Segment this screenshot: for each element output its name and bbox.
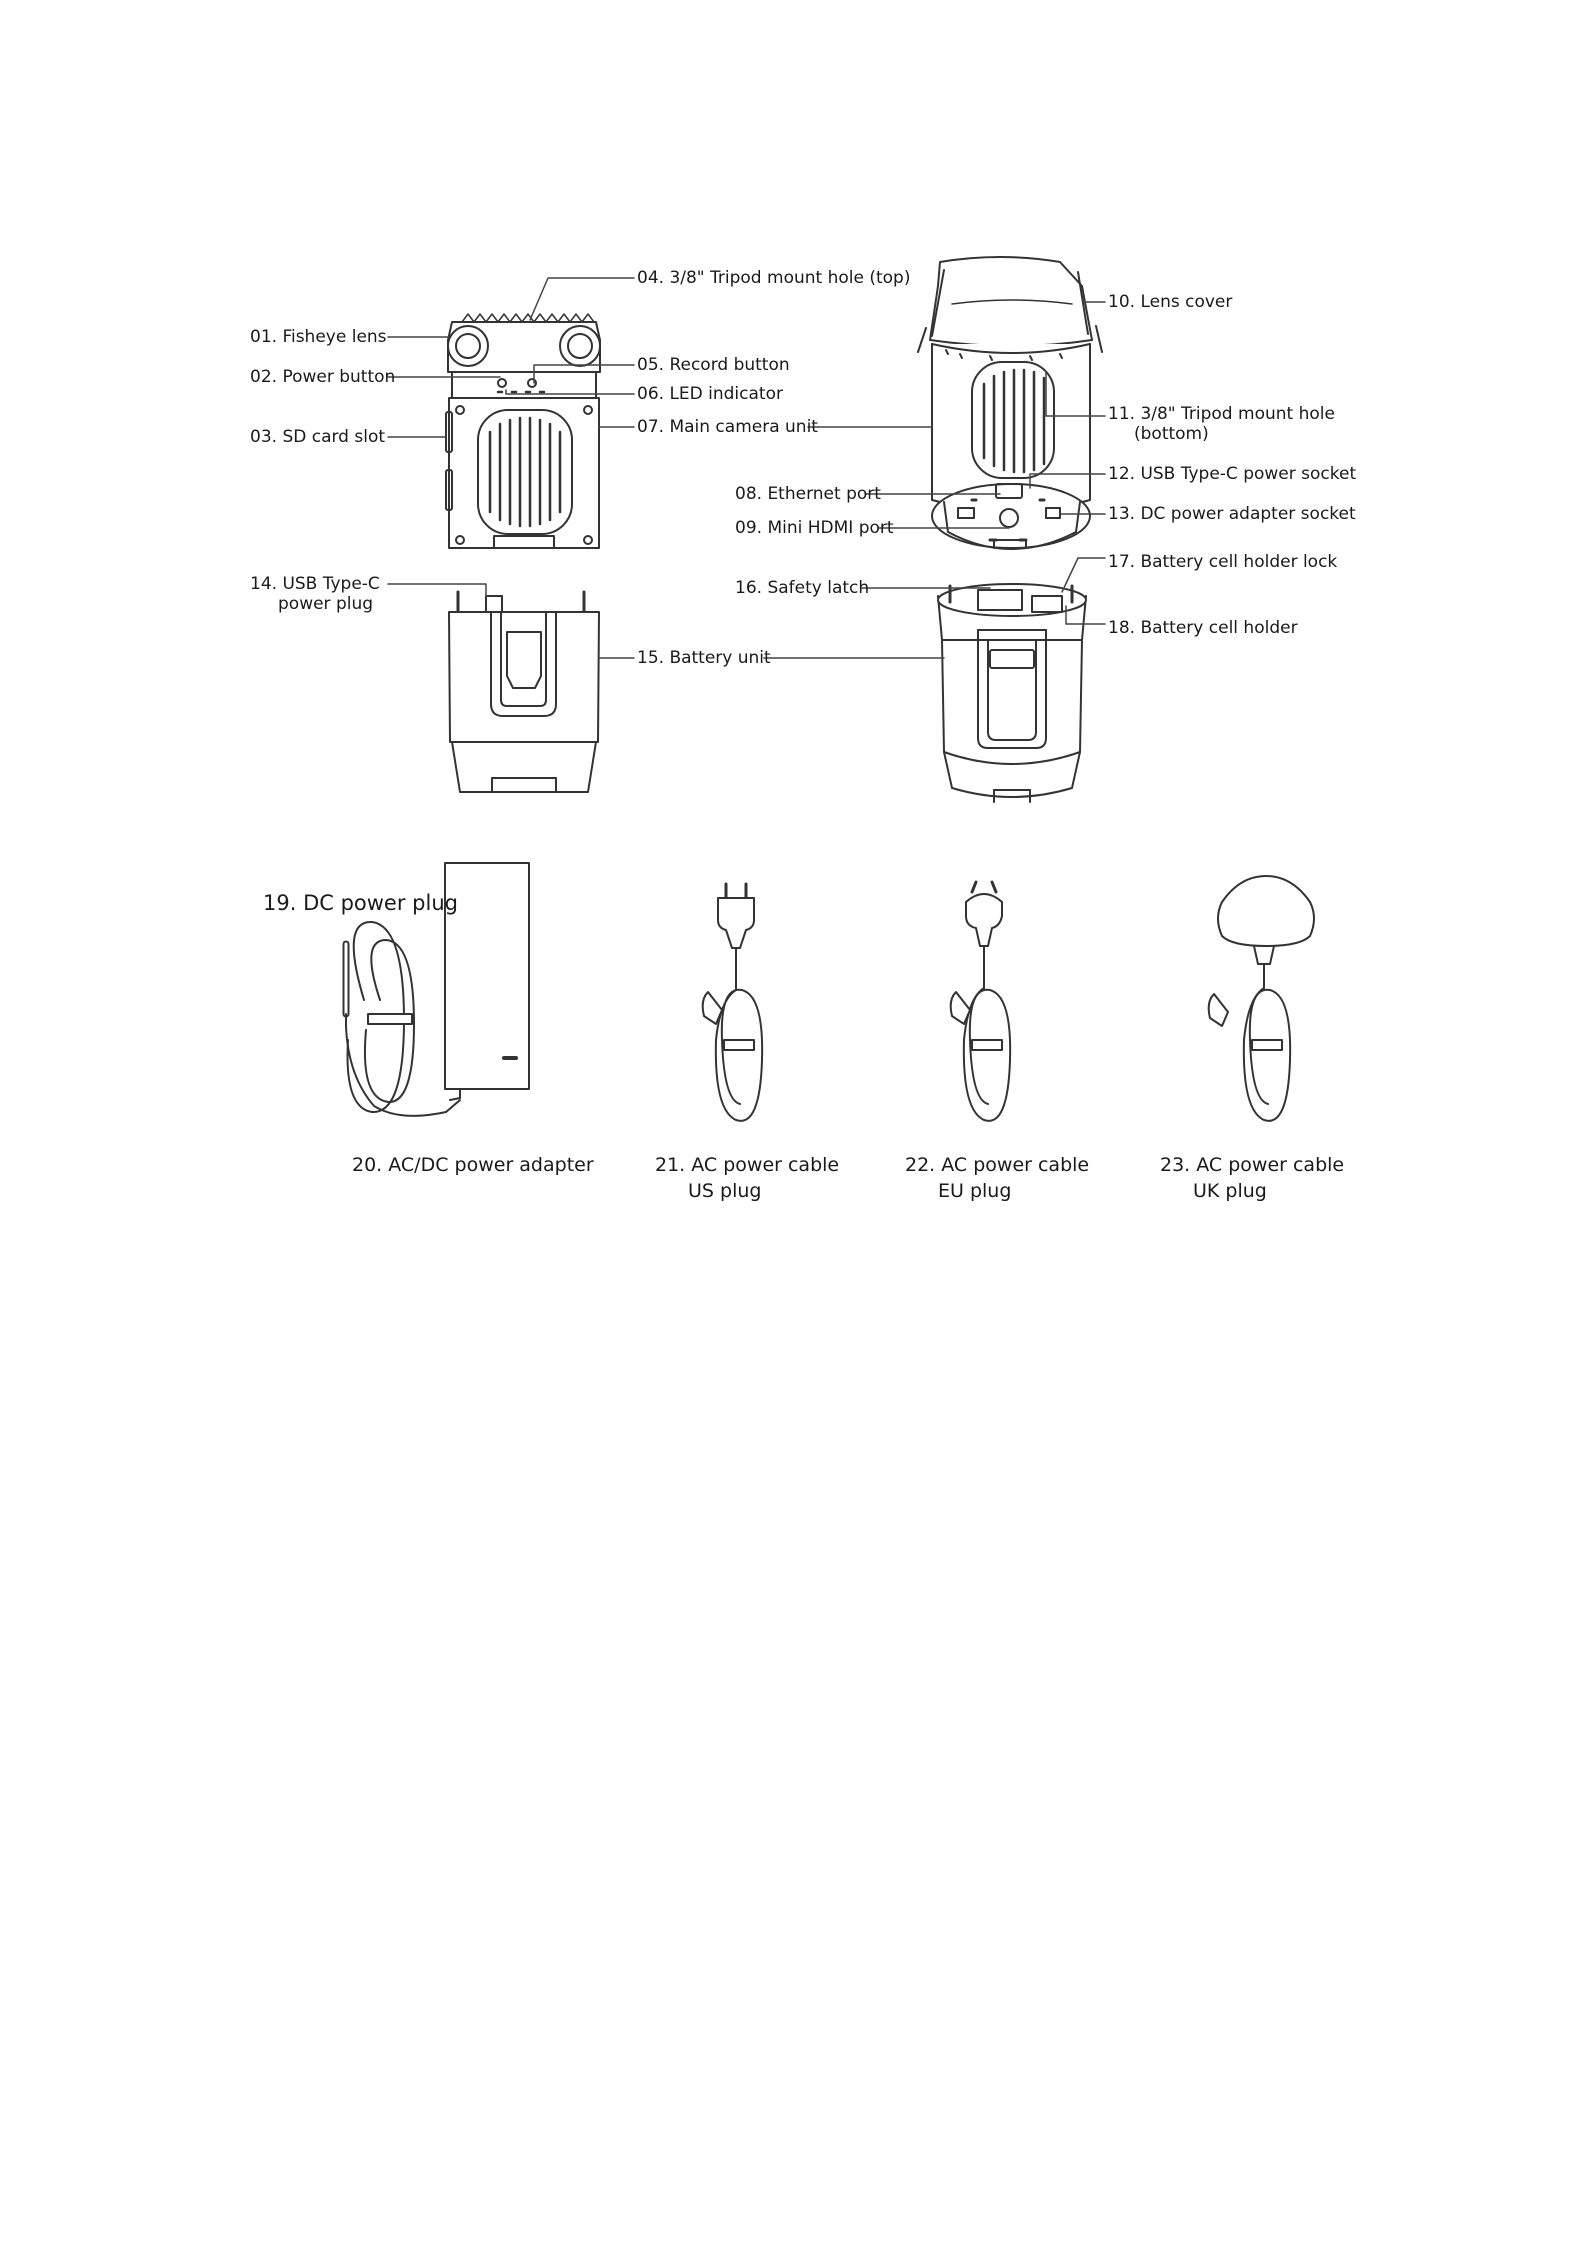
label-eu-cable: 22. AC power cable EU plug: [905, 1154, 1090, 1202]
label-fisheye-lens: 01. Fisheye lens: [250, 327, 387, 347]
label-us-cable: 21. AC power cable US plug: [655, 1154, 840, 1202]
accessories-drawing: [346, 863, 1314, 1121]
label-lens-cover: 10. Lens cover: [1108, 292, 1233, 312]
label-dc-power-plug: 19. DC power plug: [263, 891, 458, 915]
label-usbc-plug: 14. USB Type-C power plug: [250, 574, 380, 614]
us-cable-drawing: [703, 884, 763, 1121]
label-sd-card-slot: 03. SD card slot: [250, 427, 386, 447]
label-record-button: 05. Record button: [637, 355, 790, 375]
label-dc-socket: 13. DC power adapter socket: [1108, 504, 1356, 524]
label-battery-holder: 18. Battery cell holder: [1108, 618, 1298, 638]
label-usbc-socket: 12. USB Type-C power socket: [1108, 464, 1357, 484]
label-mini-hdmi-port: 09. Mini HDMI port: [735, 518, 894, 538]
camera-rear-drawing: [918, 257, 1102, 802]
camera-front-drawing: [446, 314, 600, 792]
uk-cable-drawing: [1209, 876, 1314, 1121]
label-ac-dc-adapter: 20. AC/DC power adapter: [352, 1154, 594, 1176]
label-ethernet-port: 08. Ethernet port: [735, 484, 881, 504]
label-battery-unit: 15. Battery unit: [637, 648, 771, 668]
label-uk-cable: 23. AC power cable UK plug: [1160, 1154, 1345, 1202]
eu-cable-drawing: [951, 882, 1011, 1121]
label-safety-latch: 16. Safety latch: [735, 578, 870, 598]
label-tripod-bottom: 11. 3/8" Tripod mount hole (bottom): [1108, 404, 1335, 444]
label-main-camera-unit: 07. Main camera unit: [637, 417, 818, 437]
label-battery-lock: 17. Battery cell holder lock: [1108, 552, 1338, 572]
label-led-indicator: 06. LED indicator: [637, 384, 783, 404]
label-power-button: 02. Power button: [250, 367, 396, 387]
label-tripod-top: 04. 3/8" Tripod mount hole (top): [637, 268, 911, 288]
